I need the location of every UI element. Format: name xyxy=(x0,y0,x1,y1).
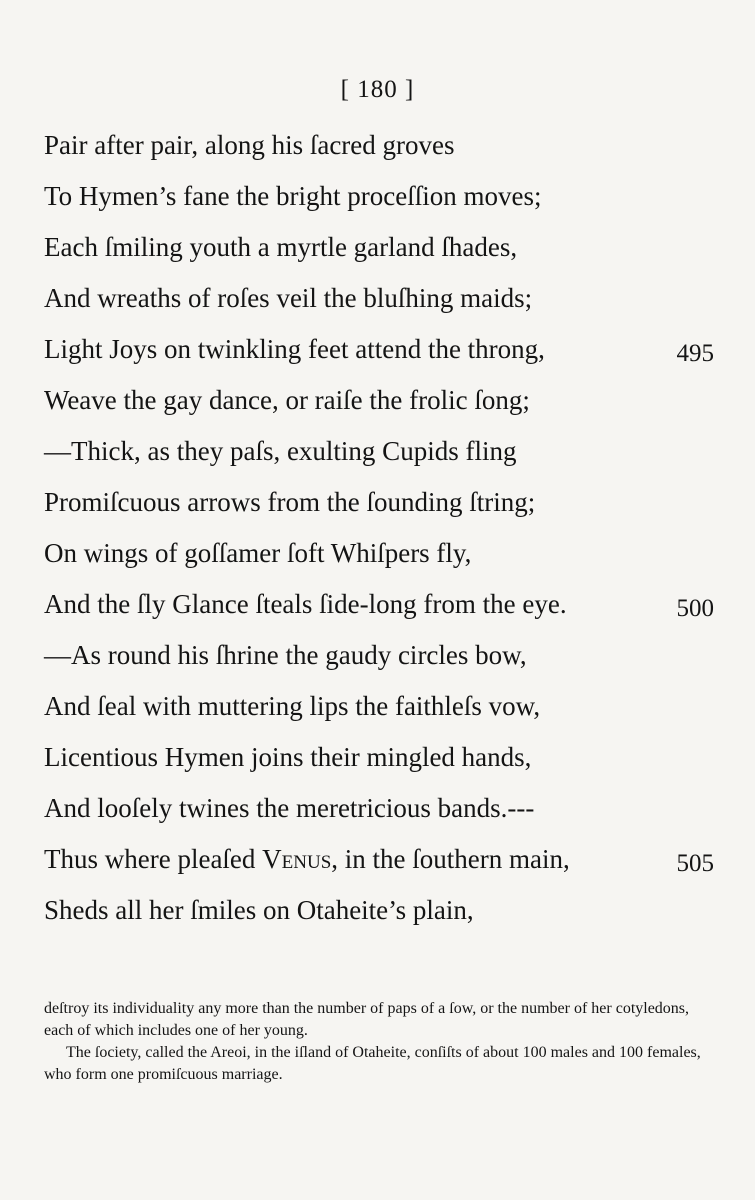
verse-line xyxy=(44,429,734,480)
verse-line-text-after: , in the ſouthern main, xyxy=(331,844,570,874)
verse-line xyxy=(44,480,734,531)
verse-line xyxy=(44,786,734,837)
verse-line xyxy=(44,735,734,786)
verse-line-text: Sheds all her ſmiles on Otaheite’s plain, xyxy=(44,895,474,925)
page-number: [ 180 ] xyxy=(340,76,415,103)
verse-line xyxy=(44,276,734,327)
line-number: 505 xyxy=(676,850,714,877)
verse-line-text: And wreaths of roſes veil the bluſhing maids; xyxy=(44,283,533,313)
verse-line-text: Licentious Hymen joins their mingled hands, xyxy=(44,742,532,772)
verse-line xyxy=(44,582,734,633)
verse-line xyxy=(44,378,734,429)
verse-line-name-venus: Venus xyxy=(262,844,332,874)
verse-line xyxy=(44,633,734,684)
verse-line-text: —Thick, as they paſs, exulting Cupids fling xyxy=(44,436,517,466)
verse-line-text: Pair after pair, along his ſacred groves xyxy=(44,130,455,160)
verse-line xyxy=(44,837,734,888)
verse-line-text: And ſeal with muttering lips the faithleſs vow, xyxy=(44,691,541,721)
verse-line-text: Promiſcuous arrows from the ſounding ſtring; xyxy=(44,487,536,517)
footnote xyxy=(44,998,714,1086)
verse-line-text: Weave the gay dance, or raiſe the frolic ſong; xyxy=(44,385,530,415)
verse-line xyxy=(44,123,734,174)
verse-line-text: Each ſmiling youth a myrtle garland ſhades, xyxy=(44,232,518,262)
verse-line-text: And the ſly Glance ſteals ſide-long from the eye. xyxy=(44,589,567,619)
verse-line xyxy=(44,888,734,939)
poem-verse xyxy=(44,123,734,939)
verse-line xyxy=(44,174,734,225)
verse-line xyxy=(44,684,734,735)
footnote-paragraph: The ſociety, called the Areoi, in the iſland of Otaheite, conſiſts of about 100 males and 100 females, who form one promiſcuous marriage. xyxy=(44,1044,701,1083)
verse-line-text: —As round his ſhrine the gaudy circles bow, xyxy=(44,640,527,670)
verse-line-text: To Hymen’s fane the bright proceſſion moves; xyxy=(44,181,542,211)
verse-line-text: Light Joys on twinkling feet attend the throng, xyxy=(44,334,545,364)
verse-line-text-before: Thus where pleaſed xyxy=(44,844,263,874)
line-number: 495 xyxy=(676,340,714,367)
verse-line-text: On wings of goſſamer ſoft Whiſpers fly, xyxy=(44,538,472,568)
footnote-paragraph: deſtroy its individuality any more than the number of paps of a ſow, or the number of her cotyledons, each of which includes one of her young. xyxy=(44,1000,690,1039)
verse-line xyxy=(44,225,734,276)
verse-line-text: And looſely twines the meretricious bands.--- xyxy=(44,793,535,823)
verse-line xyxy=(44,531,734,582)
line-number: 500 xyxy=(676,595,714,622)
verse-line xyxy=(44,327,734,378)
